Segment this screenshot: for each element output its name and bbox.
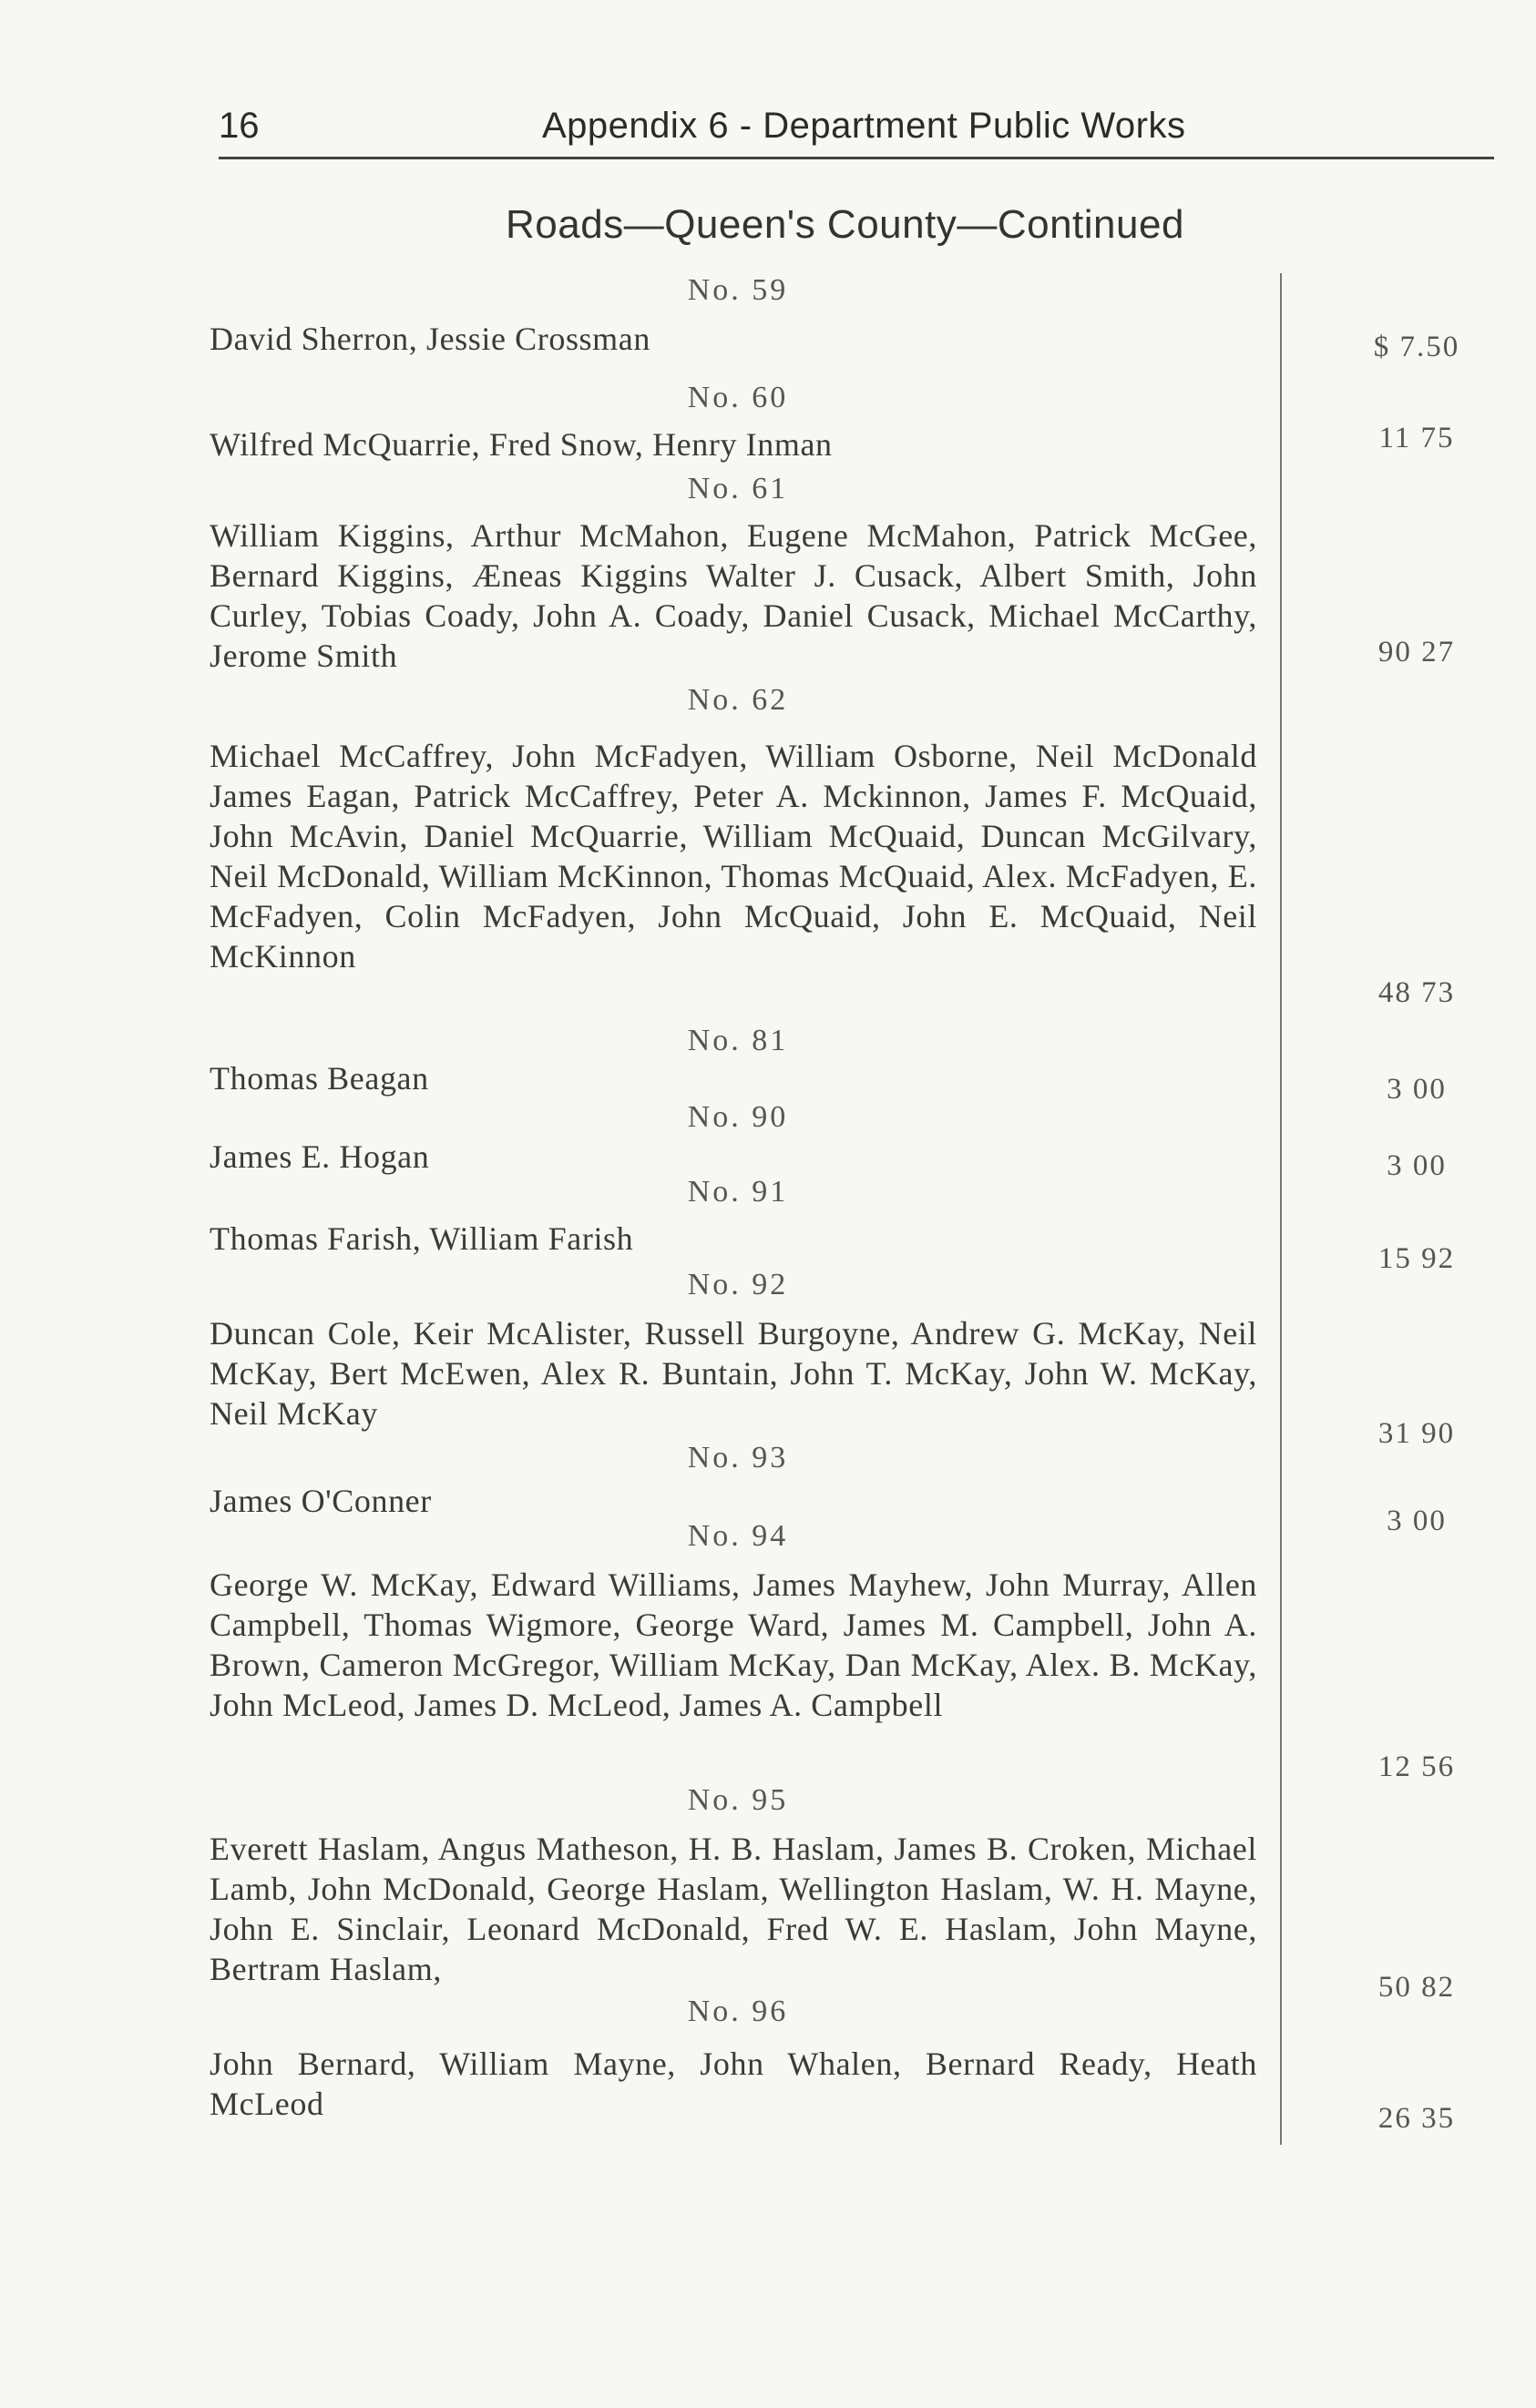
- road-entry-names: Michael McCaffrey, John McFadyen, William Osborne, Neil McDonald James Eagan, Patrick McCaffrey, Peter A. Mckinnon, James F. McQuaid, John McAvin, Daniel McQuarrie, William McQuaid, Duncan McGilvary, Neil McDonald, William McKinnon, Thomas McQuaid, Alex. McFadyen, E. McFadyen, Colin McFadyen, John McQuaid, John E. McQuaid, Neil McKinnon: [210, 738, 1257, 974]
- road-entry-names: George W. McKay, Edward Williams, James Mayhew, John Murray, Allen Campbell, Thomas Wigmore, George Ward, James M. Campbell, John A. Brown, Cameron McGregor, William McKay, Dan McKay, Alex. B. McKay, John McLeod, James D. McLeod, James A. Campbell: [210, 1566, 1257, 1723]
- road-entry-amount: 15 92: [1377, 1242, 1456, 1275]
- road-entry-amount: 48 73: [1377, 976, 1456, 1009]
- road-entry-names: Thomas Farish, William Farish: [210, 1220, 634, 1257]
- road-number-heading: No. 90: [687, 1100, 789, 1134]
- road-entry-amount: 11 75: [1378, 422, 1455, 454]
- road-entry-amount: 50 82: [1377, 1971, 1456, 2004]
- road-number-heading: No. 59: [687, 273, 789, 307]
- road-entry-names: David Sherron, Jessie Crossman: [210, 321, 650, 357]
- road-entry-names: Thomas Beagan: [210, 1060, 429, 1097]
- road-entry-amount: 90 27: [1377, 636, 1456, 668]
- road-number-heading: No. 61: [687, 472, 789, 505]
- section-title: Roads—Queen's County—Continued: [506, 202, 1184, 247]
- page-header: [219, 100, 1494, 155]
- amount-column-rule: [1280, 273, 1282, 2145]
- road-number-heading: No. 91: [687, 1175, 789, 1209]
- header-rule: [219, 157, 1494, 159]
- road-entry-names: James O'Conner: [210, 1483, 432, 1519]
- road-entry-names: James E. Hogan: [210, 1138, 430, 1175]
- road-number-heading: No. 96: [687, 1995, 789, 2028]
- road-entry-names: Everett Haslam, Angus Matheson, H. B. Haslam, James B. Croken, Michael Lamb, John McDonald, George Haslam, Wellington Haslam, W. H. Mayne, John E. Sinclair, Leonard McDonald, Fred W. E. Haslam, John Mayne, Bertram Haslam,: [210, 1831, 1257, 1987]
- road-number-heading: No. 81: [687, 1024, 789, 1057]
- road-entry-amount: 31 90: [1377, 1417, 1456, 1450]
- road-number-heading: No. 60: [687, 381, 789, 414]
- road-number-heading: No. 62: [687, 683, 789, 717]
- road-number-heading: No. 95: [687, 1783, 789, 1817]
- running-title: Appendix 6 - Department Public Works: [542, 106, 1186, 146]
- road-entry-amount: $ 7.50: [1373, 331, 1460, 363]
- road-number-heading: No. 93: [687, 1441, 789, 1474]
- road-entry-names: William Kiggins, Arthur McMahon, Eugene McMahon, Patrick McGee, Bernard Kiggins, Æneas Kiggins Walter J. Cusack, Albert Smith, John Curley, Tobias Coady, John A. Coady, Daniel Cusack, Michael McCarthy, Jerome Smith: [210, 517, 1257, 674]
- page-number: 16: [219, 106, 260, 146]
- road-entry-amount: 3 00: [1387, 1149, 1447, 1182]
- road-entry-amount: 12 56: [1377, 1750, 1456, 1783]
- road-entry-names: Wilfred McQuarrie, Fred Snow, Henry Inman: [210, 426, 833, 463]
- road-entry-amount: 3 00: [1387, 1505, 1447, 1537]
- road-number-heading: No. 92: [687, 1268, 789, 1301]
- road-entry-amount: 3 00: [1387, 1073, 1447, 1106]
- road-entry-names: John Bernard, William Mayne, John Whalen, Bernard Ready, Heath McLeod: [210, 2046, 1257, 2122]
- road-entry-names: Duncan Cole, Keir McAlister, Russell Burgoyne, Andrew G. McKay, Neil McKay, Bert McEwen, Alex R. Buntain, John T. McKay, John W. McKay, Neil McKay: [210, 1315, 1257, 1432]
- road-number-heading: No. 94: [687, 1519, 789, 1553]
- road-entry-amount: 26 35: [1377, 2102, 1456, 2135]
